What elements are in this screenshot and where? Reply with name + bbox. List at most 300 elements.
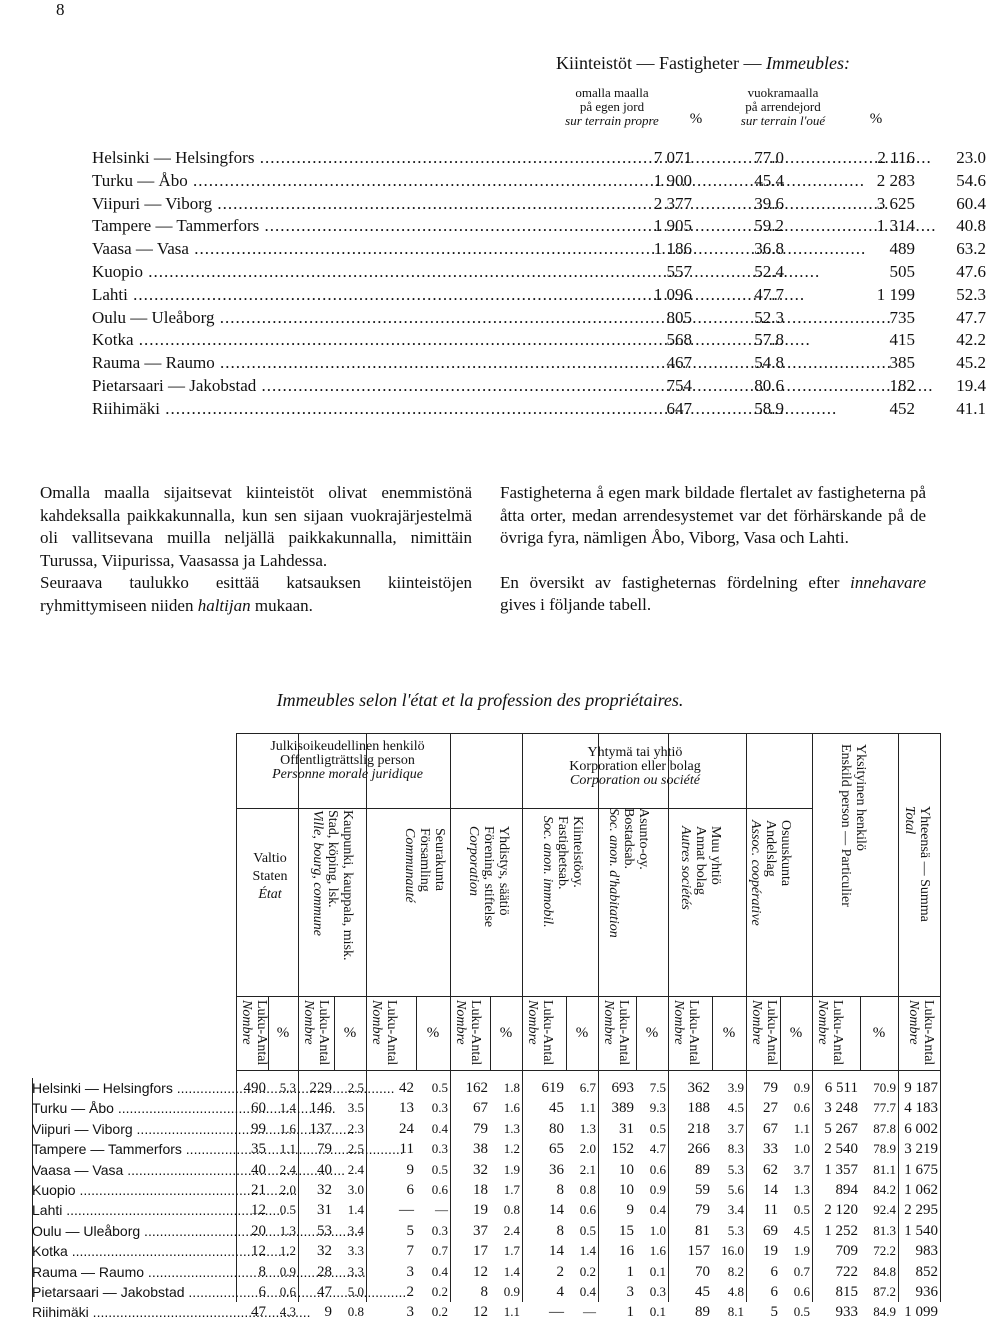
table1-cell-own: 1 905 <box>653 216 692 236</box>
table2-cell-pct: 0.8 <box>503 1202 520 1218</box>
table1-cell-rent: 3 625 <box>876 193 915 213</box>
table1-row <box>92 352 986 374</box>
table2-cell-pct: 2.5 <box>347 1080 364 1095</box>
table1-cell-rent-pct: 63.2 <box>956 239 986 259</box>
table2-cell-pct: 0.5 <box>793 1304 810 1320</box>
table2-cell-count: 28 <box>317 1263 332 1280</box>
table2-cell-count: 32 <box>317 1182 332 1198</box>
table2-cell-count: 5 267 <box>824 1120 858 1137</box>
table2-cell-count: — <box>399 1202 414 1219</box>
table2-cell-count: 32 <box>473 1161 488 1178</box>
group-corp-fi: Yhtymä tai yhtiö <box>587 745 683 760</box>
table1-cell-own: 2 377 <box>653 193 692 213</box>
table2-cell-pct: 1.6 <box>649 1243 666 1259</box>
text-sv-paragraph-2 <box>500 572 926 617</box>
table2-cell-pct: 84.9 <box>873 1304 896 1320</box>
table1-cell-rent-pct: 45.2 <box>956 353 986 373</box>
subheader-count-fr: Nombre <box>453 1000 468 1045</box>
table2-cell-count: 11 <box>763 1202 778 1219</box>
table2-cell-pct: 0.2 <box>431 1284 448 1299</box>
table2-cell-count: 12 <box>473 1263 488 1280</box>
table2-cell-count: 2 540 <box>824 1141 858 1158</box>
subheader-count-fr: Nombre <box>239 1000 254 1045</box>
table2-cell-count: 8 <box>258 1263 266 1280</box>
table2-subheader-rule <box>236 996 940 997</box>
header-city-fi: Kaupunki, kauppala, misk. <box>340 810 355 961</box>
table2-cell-count: 5 <box>406 1222 414 1239</box>
table2-cell-count: 815 <box>835 1284 858 1300</box>
table1-row-name: Helsinki — Helsingfors ..... <box>92 147 562 169</box>
header-coop-fr: Assoc. coopérative <box>748 820 763 926</box>
table1-col-rent-header <box>724 86 842 128</box>
table2-cell-pct: 0.5 <box>649 1120 666 1136</box>
table1-col-rent-fi: vuokramaalla <box>747 85 819 100</box>
table1-title-sv: Fastigheter <box>659 53 739 73</box>
table2-cell-pct: 0.4 <box>649 1202 666 1218</box>
table2-cell-count: 17 <box>473 1243 488 1260</box>
subheader-count <box>525 1000 555 1066</box>
header-private <box>838 744 868 964</box>
group-corp-fr: Corporation ou société <box>570 773 700 788</box>
header-realestate <box>540 816 585 992</box>
table2-row-name: Pietarsaari — Jakobstad ..... <box>32 1282 227 1302</box>
table2-cell-count: — <box>549 1304 564 1321</box>
table2-cell-pct: 87.8 <box>873 1120 896 1136</box>
table1-cell-rent-pct: 41.1 <box>956 398 986 418</box>
header-coop <box>748 820 793 988</box>
table1-cell-own-pct: 52.3 <box>754 307 784 327</box>
header-city <box>310 810 355 992</box>
table2-cell-pct: 1.3 <box>579 1120 596 1136</box>
table1-cell-rent: 385 <box>889 353 915 373</box>
text-sv-p2-end: gives i följande tabell. <box>500 595 652 615</box>
header-realestate-sv: Fastighetsab. <box>555 816 570 890</box>
table2-cell-pct: 81.1 <box>873 1161 896 1177</box>
table1-row <box>92 398 986 420</box>
table1-row-name: Oulu — Uleåborg ..... <box>92 307 562 329</box>
table2-cell-pct: 0.5 <box>431 1080 448 1095</box>
table2-cell-count: 3 219 <box>904 1141 938 1158</box>
table2-column-separator <box>940 733 941 1302</box>
subheader-pct: % <box>645 1025 659 1041</box>
subheader-count <box>671 1000 701 1066</box>
table1-cell-own-pct: 39.6 <box>754 193 784 213</box>
table1-cell-rent: 735 <box>889 307 915 327</box>
table2-cell-count: 11 <box>399 1141 414 1158</box>
header-total <box>902 806 932 992</box>
table2-cell-pct: 0.6 <box>793 1100 810 1116</box>
table2-cell-count: 31 <box>317 1202 332 1219</box>
table2-cell-count: 5 <box>770 1304 778 1321</box>
group-public-sv: Offentligträttslig person <box>280 753 415 768</box>
table1-cell-rent: 1 314 <box>876 216 915 236</box>
table2-cell-count: 6 <box>258 1284 266 1300</box>
table1-row <box>92 284 986 306</box>
table2-cell-count: 14 <box>549 1243 564 1260</box>
table2-cell-count: 89 <box>695 1161 710 1178</box>
table2-cell-count: 45 <box>695 1284 710 1300</box>
table2-cell-pct: 0.6 <box>579 1202 596 1218</box>
table2-cell-count: 15 <box>619 1222 634 1239</box>
table2-cell-pct: 0.2 <box>431 1304 448 1320</box>
table2-cell-count: 14 <box>763 1182 778 1198</box>
table2-title: Immeubles selon l'état et la profession des propriétaires. <box>276 690 684 710</box>
table2-cell-count: 852 <box>915 1263 938 1280</box>
table2-cell-pct: 4.5 <box>727 1100 744 1116</box>
table1-col-rent-pct-header: % <box>869 111 883 127</box>
table2-cell-pct: 3.3 <box>347 1243 364 1259</box>
header-housing <box>606 808 651 992</box>
subheader-count-fi: Luku-Antal <box>830 1000 845 1066</box>
table2-cell-pct: 1.1 <box>579 1100 596 1116</box>
table2-cell-count: 6 <box>770 1284 778 1300</box>
table2-cell-pct: 2.1 <box>579 1161 596 1177</box>
table2-cell-count: 12 <box>473 1304 488 1321</box>
header-housing-fi: Asunto-oy. <box>636 808 651 870</box>
table2-cell-count: 40 <box>251 1161 266 1178</box>
table2-cell-pct: 1.9 <box>793 1243 810 1259</box>
table1-cell-own-pct: 77.0 <box>754 148 784 167</box>
header-parish-fi: Seurakunta <box>432 828 447 891</box>
table2-cell-count: 266 <box>687 1141 710 1158</box>
table2-row-name: Tampere — Tammerfors ..... <box>32 1139 227 1159</box>
table2-cell-count: 31 <box>619 1120 634 1137</box>
table2-cell-pct: 0.1 <box>649 1304 666 1320</box>
header-private-sv: Enskild person — Particulier <box>838 744 853 907</box>
table2-cell-pct: 4.7 <box>649 1141 666 1157</box>
table2-cell-pct: 3.3 <box>347 1263 364 1279</box>
table2-cell-pct: 84.8 <box>873 1263 896 1279</box>
table2-cell-pct: 1.1 <box>503 1304 520 1320</box>
table2-cell-pct: 3.7 <box>793 1161 810 1177</box>
table2-cell-pct: 1.3 <box>793 1182 810 1197</box>
table2-cell-pct: — <box>435 1202 448 1218</box>
table2-cell-pct: 5.0 <box>347 1284 364 1299</box>
table1-cell-own: 754 <box>666 376 692 395</box>
table2-cell-count: 3 <box>406 1263 414 1280</box>
header-city-sv: Stad, köping, lsk. <box>325 810 340 908</box>
table2-cell-count: 59 <box>695 1182 710 1198</box>
table2-cell-count: 229 <box>309 1080 332 1096</box>
table2-cell-pct: 3.9 <box>727 1080 744 1095</box>
table1-row-name: Kuopio ..... <box>92 261 562 283</box>
table2-cell-count: 1 062 <box>904 1182 938 1198</box>
table2-cell-pct: 78.9 <box>873 1141 896 1157</box>
header-assoc-fr: Corporation <box>466 826 481 897</box>
table2-cell-count: 936 <box>915 1284 938 1300</box>
table2-row-name: Lahti ..... <box>32 1200 227 1220</box>
table2-cell-pct: 0.9 <box>279 1263 296 1279</box>
header-association <box>466 826 511 988</box>
table2-cell-count: 60 <box>251 1100 266 1117</box>
table2-cell-count: 80 <box>549 1120 564 1137</box>
table2-cell-count: 162 <box>465 1080 488 1096</box>
table2-cell-pct: 0.5 <box>431 1161 448 1177</box>
table2-cell-count: 2 120 <box>824 1202 858 1219</box>
header-state <box>240 850 300 904</box>
table2-cell-pct: 2.0 <box>579 1141 596 1157</box>
table2-cell-pct: 1.6 <box>503 1100 520 1116</box>
table2-cell-count: 152 <box>611 1141 634 1158</box>
table2-cell-pct: 0.4 <box>431 1120 448 1136</box>
table2-cell-count: 2 <box>406 1284 414 1300</box>
table1-row-name: Rauma — Raumo ..... <box>92 352 562 374</box>
table2-cell-count: 47 <box>251 1304 266 1321</box>
table1-col-own-sv: på egen jord <box>579 99 645 114</box>
table2-cell-count: 9 <box>626 1202 634 1219</box>
table1-cell-rent: 2 116 <box>877 148 915 167</box>
table2-cell-pct: 1.4 <box>279 1100 296 1116</box>
table2-cell-pct: 1.9 <box>503 1161 520 1177</box>
subheader-count-fi: Luku-Antal <box>616 1000 631 1066</box>
table2-row-name: Viipuri — Viborg ..... <box>32 1119 227 1139</box>
group-public-fi: Julkisoikeudellinen henkilö <box>270 739 425 754</box>
table2-cell-pct: 77.7 <box>873 1100 896 1116</box>
table2-cell-count: 722 <box>835 1263 858 1280</box>
table2-cell-pct: 0.6 <box>649 1161 666 1177</box>
text-sv-p2-start: En översikt av fastigheternas fördelning efter <box>500 572 851 592</box>
table1-row <box>92 170 986 192</box>
table2-top-rule <box>236 733 940 734</box>
table1-row <box>92 261 986 283</box>
table2-cell-count: 70 <box>695 1263 710 1280</box>
table1-row-name: Viipuri — Viborg ..... <box>92 193 562 215</box>
page-number: 8 <box>56 0 65 19</box>
table2-cell-count: 40 <box>317 1161 332 1178</box>
table2-cell-count: 709 <box>835 1243 858 1260</box>
table2-cell-count: 13 <box>399 1100 414 1117</box>
table2-cell-pct: 4.3 <box>279 1304 296 1320</box>
table2-cell-pct: 1.2 <box>503 1141 520 1157</box>
header-state-fi: Valtio <box>253 851 287 866</box>
table2-cell-pct: 1.7 <box>503 1243 520 1259</box>
table1-col-own-fr: sur terrain propre <box>565 113 659 128</box>
table2-row-name: Kuopio ..... <box>32 1180 227 1200</box>
table2-cell-count: 6 511 <box>824 1080 858 1096</box>
header-total-fr: Total <box>902 806 917 835</box>
table1-row-name: Riihimäki ..... <box>92 398 562 420</box>
table1-row <box>92 147 986 169</box>
table2-cell-count: 33 <box>763 1141 778 1158</box>
table2-cell-pct: 0.7 <box>793 1263 810 1279</box>
header-coop-fi: Osuuskunta <box>778 820 793 887</box>
table2-cell-pct: 3.0 <box>347 1182 364 1197</box>
table2-cell-pct: 2.5 <box>347 1141 364 1157</box>
table2-cell-pct: 1.4 <box>579 1243 596 1259</box>
table2-group-corp <box>470 746 800 788</box>
table2-cell-pct: 1.2 <box>279 1243 296 1259</box>
table1-row-name: Lahti ..... <box>92 284 562 306</box>
subheader-count-fi: Luku-Antal <box>540 1000 555 1066</box>
table1-cell-rent: 505 <box>889 262 915 281</box>
table2-cell-pct: 1.7 <box>503 1182 520 1197</box>
table2-row <box>32 1139 940 1159</box>
subheader-count-fi: Luku-Antal <box>468 1000 483 1066</box>
table2-cell-count: 1 357 <box>824 1161 858 1178</box>
table1-cell-own-pct: 36.8 <box>754 239 784 259</box>
table2-row <box>32 1241 940 1261</box>
subheader-count-fr: Nombre <box>525 1000 540 1045</box>
subheader-pct: % <box>575 1025 589 1041</box>
table2-cell-count: 4 <box>556 1284 564 1300</box>
table1-cell-own: 1 096 <box>653 284 692 304</box>
table1-title-dash: — <box>636 53 655 73</box>
header-other-sv: Annat bolag <box>693 826 708 895</box>
table2-cell-pct: 2.4 <box>347 1161 364 1177</box>
table1-cell-own: 467 <box>666 353 692 373</box>
table2-cell-pct: 0.8 <box>579 1182 596 1197</box>
subheader-pct: % <box>722 1025 736 1041</box>
header-realestate-fi: Kiinteistöoy. <box>570 816 585 888</box>
table1-row-name: Kotka ..... <box>92 329 562 351</box>
table2-group-public <box>240 740 455 782</box>
table1-row-name: Tampere — Tammerfors ..... <box>92 215 562 237</box>
table2-row <box>32 1180 940 1200</box>
table2-cell-count: 99 <box>251 1120 266 1137</box>
table2-cell-pct: 87.2 <box>873 1284 896 1299</box>
subheader-count-fi: Luku-Antal <box>764 1000 779 1066</box>
table1-cell-own: 568 <box>666 330 692 350</box>
table2-cell-pct: 7.5 <box>649 1080 666 1095</box>
table1-row <box>92 307 986 329</box>
table2-cell-count: 8 <box>556 1222 564 1239</box>
subheader-count-fi: Luku-Antal <box>316 1000 331 1066</box>
header-other-fr: Autres sociétés <box>678 826 693 910</box>
table2-row <box>32 1119 940 1139</box>
text-fi-p2-start: Seuraava taulukko esittää katsauksen kiinteistöjen ryhmittymiseen niiden <box>40 573 472 615</box>
subheader-total-count-fi: Luku-Antal <box>921 1000 936 1066</box>
table2-cell-pct: 2.3 <box>347 1120 364 1136</box>
header-assoc-fi: Yhdistys, säätiö <box>496 826 511 916</box>
header-parish-fr: Communauté <box>402 828 417 903</box>
table2-cell-count: 146 <box>309 1100 332 1117</box>
table2-cell-count: 67 <box>763 1120 778 1137</box>
table2-cell-pct: 0.5 <box>793 1202 810 1218</box>
group-corp-sv: Korporation eller bolag <box>569 759 701 774</box>
table2-cell-count: 27 <box>763 1100 778 1117</box>
table2-cell-pct: 3.4 <box>347 1222 364 1238</box>
table1-cell-rent: 489 <box>889 239 915 259</box>
table2-cell-pct: 1.3 <box>279 1222 296 1238</box>
subheader-count <box>601 1000 631 1066</box>
table1-cell-own-pct: 45.4 <box>754 170 784 190</box>
table2-cell-pct: 1.3 <box>503 1120 520 1136</box>
table1-cell-own: 557 <box>666 262 692 281</box>
header-housing-sv: Bostadsab. <box>621 808 636 870</box>
table2-cell-count: 6 002 <box>904 1120 938 1137</box>
table2-cell-count: 1 099 <box>904 1304 938 1321</box>
table1-cell-own: 805 <box>666 307 692 327</box>
text-fi-paragraph-2 <box>40 572 472 617</box>
table2-cell-count: 12 <box>251 1202 266 1219</box>
table1-cell-rent-pct: 40.8 <box>956 216 986 236</box>
table2-cell-pct: 0.6 <box>793 1284 810 1299</box>
table2-cell-pct: 72.2 <box>873 1243 896 1259</box>
table1-row <box>92 193 986 215</box>
table2-cell-count: 67 <box>473 1100 488 1117</box>
subheader-count-fi: Luku-Antal <box>254 1000 269 1066</box>
table2-cell-count: 362 <box>687 1080 710 1096</box>
table1-cell-rent: 2 283 <box>876 170 915 190</box>
table2-cell-count: 157 <box>687 1243 710 1260</box>
table2-cell-count: 37 <box>473 1222 488 1239</box>
text-fi-p2-italic: haltijan <box>197 595 251 615</box>
table1-cell-own-pct: 57.8 <box>754 330 784 350</box>
table1-cell-rent: 452 <box>889 398 915 418</box>
table2-cell-pct: 0.8 <box>347 1304 364 1320</box>
table2-cell-pct: 8.2 <box>727 1263 744 1279</box>
table1-cell-rent-pct: 52.3 <box>956 284 986 304</box>
header-private-fi: Yksityinen henkilö <box>853 744 868 851</box>
table1-title-dash-2: — <box>743 53 762 73</box>
subheader-pct: % <box>276 1025 290 1041</box>
table2-cell-count: 137 <box>309 1120 332 1137</box>
table2-cell-pct: 0.6 <box>431 1182 448 1197</box>
table1-row-name: Turku — Åbo ..... <box>92 170 562 192</box>
table2-row-name: Vaasa — Vasa ..... <box>32 1160 227 1180</box>
table2-row-name: Riihimäki ..... <box>32 1302 227 1322</box>
table2-cell-pct: 81.3 <box>873 1222 896 1238</box>
table1-row <box>92 238 986 260</box>
subheader-total-count-fr: Nombre <box>906 1000 921 1045</box>
header-city-fr: Ville, bourg, commune <box>310 810 325 936</box>
table2-cell-pct: 0.3 <box>431 1222 448 1238</box>
table2-cell-count: 69 <box>763 1222 778 1239</box>
table1-cell-own-pct: 80.6 <box>754 376 784 395</box>
table2-cell-pct: 2.4 <box>279 1161 296 1177</box>
table2-cell-pct: 5.6 <box>727 1182 744 1197</box>
table2-cell-count: 38 <box>473 1141 488 1158</box>
text-fi-p2-end: mukaan. <box>250 595 313 615</box>
table1-col-rent-fr: sur terrain l'oué <box>740 113 826 128</box>
table2-cell-count: 1 <box>626 1304 634 1321</box>
table1-row-name: Vaasa — Vasa ..... <box>92 238 562 260</box>
table2-cell-count: 9 <box>406 1161 414 1178</box>
table1-title <box>556 53 850 74</box>
table2-cell-pct: 0.9 <box>649 1182 666 1197</box>
table2-cell-count: 45 <box>549 1100 564 1117</box>
table2-cell-count: 32 <box>317 1243 332 1260</box>
table2-cell-count: 3 <box>626 1284 634 1300</box>
table1-row-name: Pietarsaari — Jakobstad ..... <box>92 375 562 397</box>
text-fi-paragraph-1: Omalla maalla sijaitsevat kiinteistöt olivat enemmistönä kahdeksalla paikkakunnalla, kun sen sijaan vuokrajärjestelmä oli vallitsevana muilla neljällä paikkakunnalla, nimittäin Turussa, Viipurissa, Vaasassa ja Lahdessa. <box>40 483 472 570</box>
table2-cell-pct: 3.4 <box>727 1202 744 1218</box>
table2-cell-pct: 1.4 <box>503 1263 520 1279</box>
table2-cell-pct: 0.4 <box>579 1284 596 1299</box>
header-coop-sv: Andelslag <box>763 820 778 877</box>
table2-cell-pct: 5.3 <box>279 1080 296 1095</box>
header-parish <box>402 828 447 988</box>
table2-row <box>32 1262 940 1282</box>
table2-cell-count: 1 540 <box>904 1222 938 1239</box>
subheader-count-fr: Nombre <box>749 1000 764 1045</box>
table2-cell-count: 7 <box>406 1243 414 1260</box>
table2-cell-pct: 0.6 <box>279 1284 296 1299</box>
table2-cell-count: 62 <box>763 1161 778 1178</box>
text-sv-p2-italic: innehavare <box>850 572 926 592</box>
table2-cell-pct: 5.3 <box>727 1222 744 1238</box>
header-housing-fr: Soc. anon. d'habitation <box>606 808 621 938</box>
table2-cell-pct: 8.3 <box>727 1141 744 1157</box>
table2-cell-pct: 4.5 <box>793 1222 810 1238</box>
table2-cell-pct: 0.9 <box>503 1284 520 1299</box>
table2-row-name: Helsinki — Helsingfors ..... <box>32 1078 227 1098</box>
table2-cell-pct: 0.4 <box>431 1263 448 1279</box>
table2-cell-count: 53 <box>317 1222 332 1239</box>
subheader-pct: % <box>872 1025 886 1041</box>
table1-row <box>92 215 986 237</box>
table2-cell-count: 10 <box>619 1182 634 1198</box>
